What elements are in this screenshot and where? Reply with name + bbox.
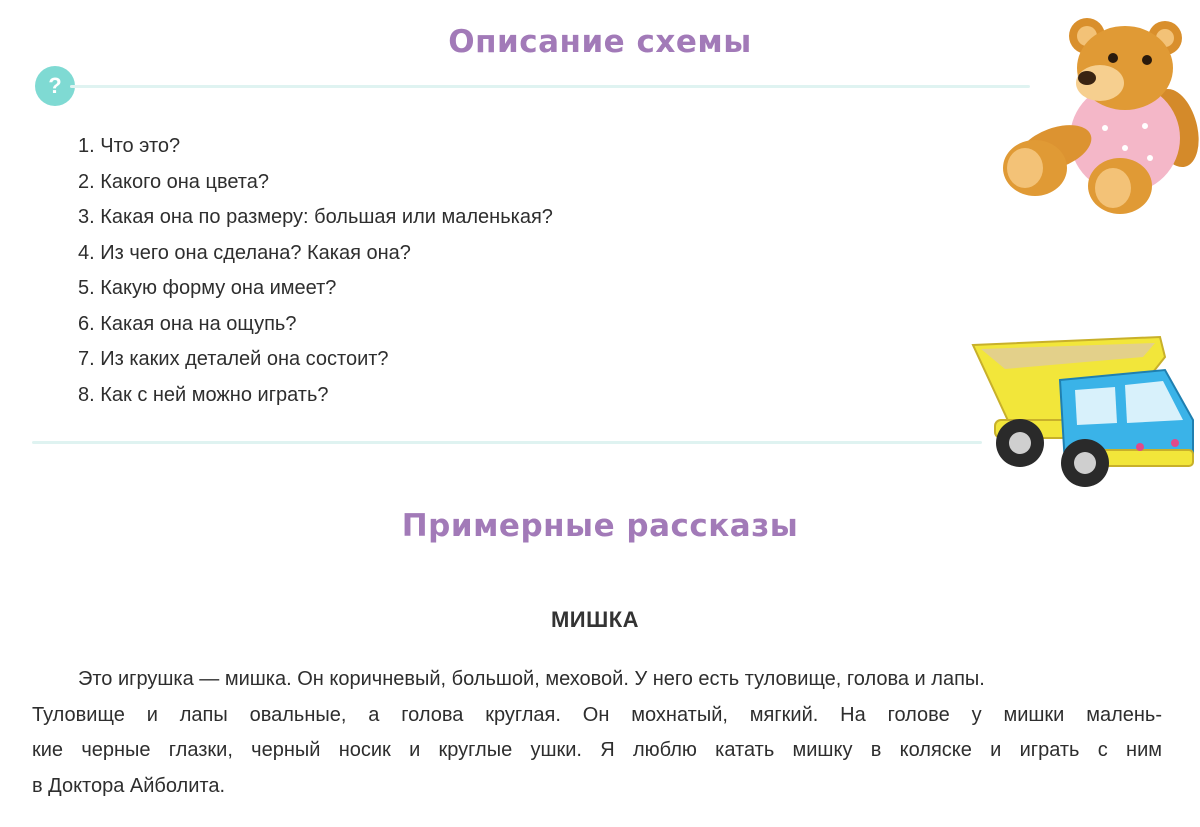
sample-stories-title: Примерные рассказы (401, 508, 799, 544)
dump-truck-icon (965, 325, 1200, 495)
divider-middle (32, 441, 982, 444)
question-mark-icon: ? (35, 66, 75, 106)
questions-list (78, 129, 553, 413)
question-item: 8. Как с ней можно играть? (78, 383, 329, 406)
story-line: в Доктора Айболита. (32, 774, 226, 797)
question-item: 2. Какого она цвета? (78, 170, 269, 193)
scheme-description-title: Описание схемы (448, 24, 752, 60)
question-item: 5. Какую форму она имеет? (78, 277, 337, 299)
story-line: кие черные глазки, черный носик и круглые ушки. Я люблю катать мишку в коляске и играть с ним (32, 739, 1162, 762)
story-line: Это игрушка — мишка. Он коричневый, большой, меховой. У него есть туловище, голова и лапы. (78, 668, 985, 690)
story-title: МИШКА (550, 607, 640, 632)
divider-top (70, 85, 1030, 88)
story-line: Туловище и лапы овальные, а голова круглая. Он мохнатый, мягкий. На голове у мишки малень- (32, 703, 1162, 726)
question-item: 6. Какая она на ощупь? (78, 312, 297, 335)
story-paragraph (32, 662, 1162, 804)
question-item: 4. Из чего она сделана? Какая она? (78, 241, 411, 264)
question-item: 3. Какая она по размеру: большая или маленькая? (78, 206, 553, 228)
question-item: 1. Что это? (78, 135, 181, 157)
teddy-bear-icon (995, 8, 1200, 218)
question-item: 7. Из каких деталей она состоит? (78, 348, 389, 370)
